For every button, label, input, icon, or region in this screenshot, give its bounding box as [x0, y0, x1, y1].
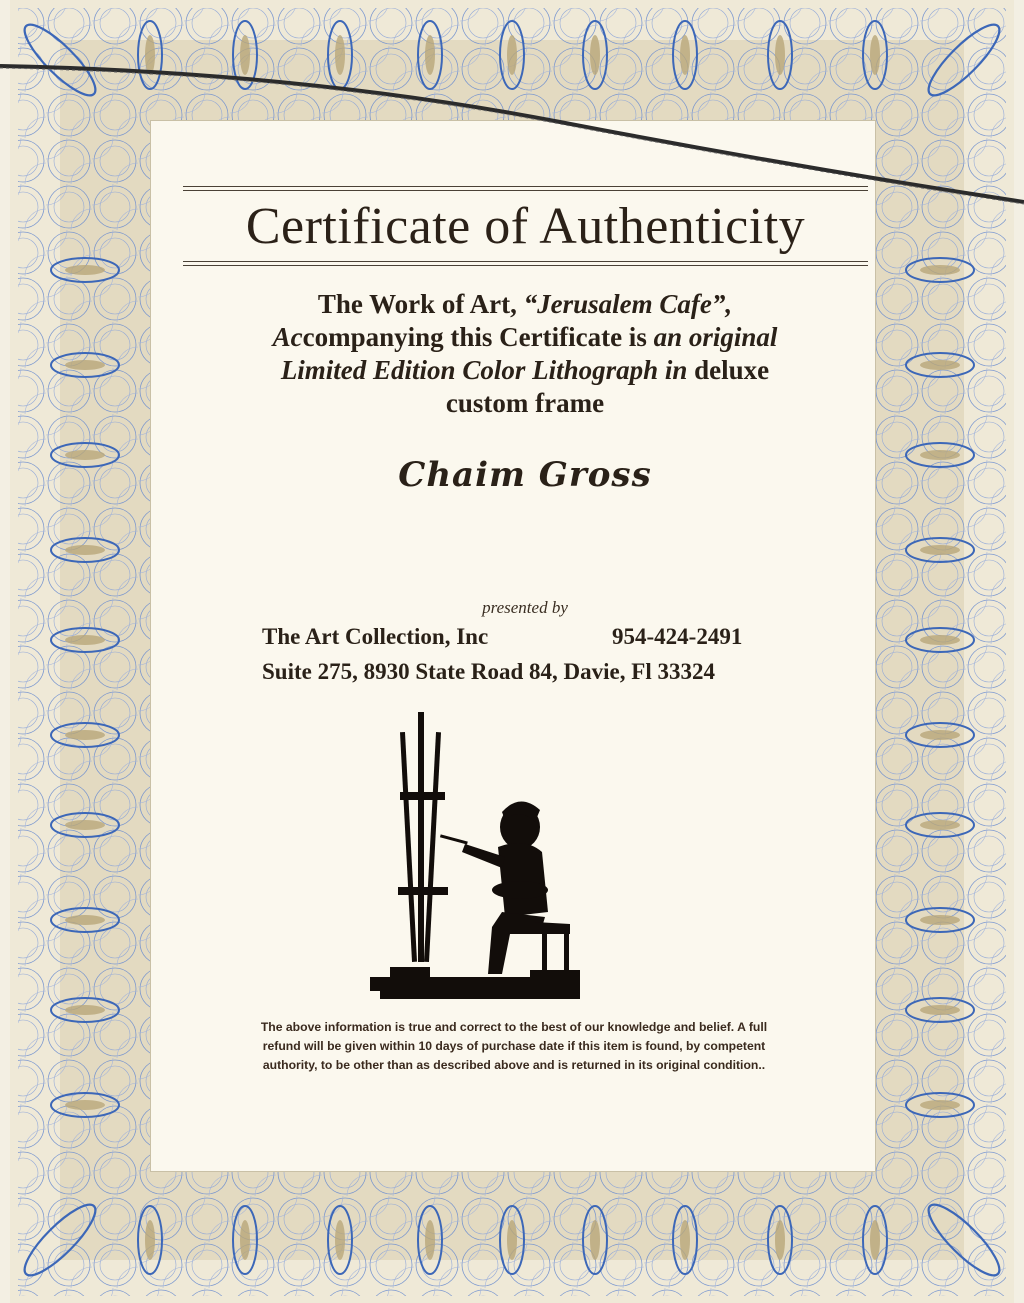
disclaimer-text — [180, 1018, 848, 1075]
company-line — [262, 620, 802, 653]
statement-line-1 — [175, 288, 875, 321]
original-text: an original — [653, 322, 778, 352]
work-title: “Jerusalem Cafe”, — [523, 289, 733, 319]
accompany-italic: Ac — [272, 322, 303, 352]
painter-at-easel-icon — [370, 712, 590, 1012]
company-phone: 954-424-2491 — [612, 624, 743, 649]
company-name: The Art Collection, Inc — [262, 624, 489, 649]
presented-by-label: presented by — [482, 598, 568, 617]
certificate-statement — [175, 288, 875, 420]
company-address: Suite 275, 8930 State Road 84, Davie, Fl 33324 — [262, 659, 715, 684]
statement-line-4: custom frame — [445, 388, 605, 418]
artist-signature: Chaim Gross — [398, 455, 652, 495]
edition-text: Limited Edition Color Lithograph in — [280, 355, 688, 385]
title-rule-bottom — [183, 261, 868, 266]
work-line-prefix: The Work of Art, — [317, 289, 524, 319]
disclaimer-line-2: refund will be given within 10 days of purchase date if this item is found, by competent — [262, 1039, 766, 1053]
title-block — [183, 186, 868, 266]
deluxe-text: deluxe — [687, 355, 770, 385]
certificate-title: Certificate of Authenticity — [245, 198, 806, 255]
disclaimer-line-1: The above information is true and correct to the best of our knowledge and belief. A full — [260, 1020, 768, 1034]
statement-line-2 — [175, 321, 875, 354]
disclaimer-line-3: authority, to be other than as described above and is returned in its original condition.. — [262, 1058, 766, 1072]
statement-line-3 — [175, 354, 875, 387]
title-rule-top — [183, 186, 868, 191]
accompany-text: companying this Certificate is — [302, 322, 654, 352]
